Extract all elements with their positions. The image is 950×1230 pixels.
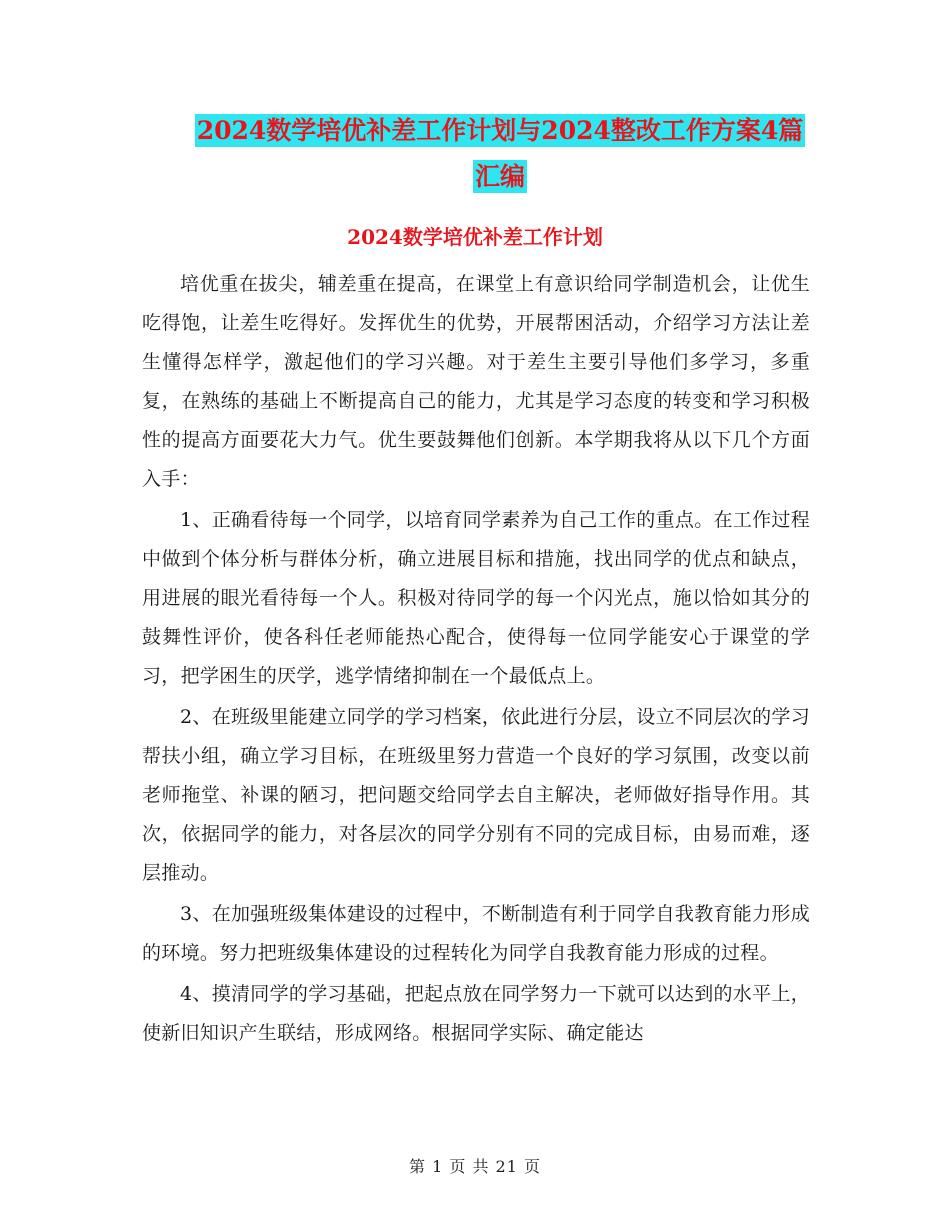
paragraph-intro: 培优重在拔尖，辅差重在提高，在课堂上有意识给同学制造机会，让优生吃得饱，让差生吃得好。发挥优生的优势，开展帮困活动，介绍学习方法让差生懂得怎样学，激起他们的学习兴趣。对于差生主要引导他们多学习，多重复，在熟练的基础上不断提高自己的能力，尤其是学习态度的转变和学习积极性的提高方面要花大力气。优生要鼓舞他们创新。本学期我将从以下几个方面入手： <box>142 273 810 490</box>
document-title-line1: 2024数学培优补差工作计划与2024整改工作方案4篇 <box>196 116 804 145</box>
paragraph-2: 2、在班级里能建立同学的学习档案，依此进行分层，设立不同层次的学习帮扶小组，确立学习目标，在班级里努力营造一个良好的学习氛围，改变以前老师拖堂、补课的陋习，把问题交给同学去自主解决，老师做好指导作用。其次，依据同学的能力，对各层次的同学分别有不同的完成目标，由易而难，逐层推动。 <box>142 706 810 884</box>
paragraph-1: 1、正确看待每一个同学，以培育同学素养为自己工作的重点。在工作过程中做到个体分析与群体分析，确立进展目标和措施，找出同学的优点和缺点，用进展的眼光看待每一个人。积极对待同学的每一个闪光点，施以恰如其分的鼓舞性评价，使各科任老师能热心配合，使得每一位同学能安心于课堂的学习，把学困生的厌学，逃学情绪抑制在一个最低点上。 <box>142 509 810 687</box>
paragraph-3: 3、在加强班级集体建设的过程中，不断制造有利于同学自我教育能力形成的环境。努力把班级集体建设的过程转化为同学自我教育能力形成的过程。 <box>142 903 810 964</box>
paragraph-4: 4、摸清同学的学习基础，把起点放在同学努力一下就可以达到的水平上，使新旧知识产生联结，形成网络。根据同学实际、确定能达 <box>142 983 810 1044</box>
section-title: 2024数学培优补差工作计划 <box>347 225 603 249</box>
document-title-line2: 汇编 <box>474 162 525 191</box>
document-title <box>150 108 850 200</box>
page-footer: 第 1 页 共 21 页 <box>409 1157 541 1176</box>
document-body <box>142 265 810 1053</box>
